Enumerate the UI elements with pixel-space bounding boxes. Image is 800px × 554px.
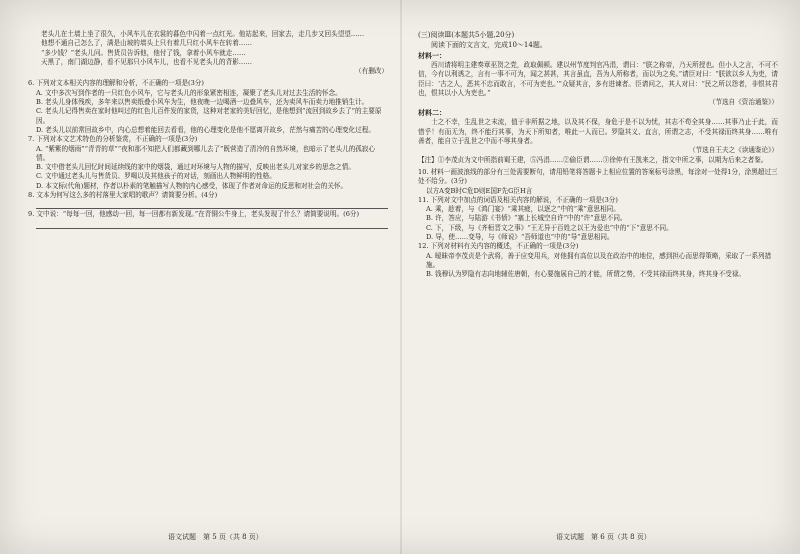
story-paragraph: 他想不通自己怎么了，满是山坡的墙头上只有着几只红小风车在转着…… [41,39,252,48]
question-9-stem: 9. 文中说：“每每一回，他感动一回，每一回都有新发现。”在青铜公牛身上，老头发现了什么？请简要说明。(6分) [28,210,360,219]
material-2-label: 材料二： [418,108,446,118]
question-7-option-a: A. “紫紫的烟雨”“青青的草”“夜和那不知把人们都藏到哪儿去了”既营造了清冷的自然环境，也暗示了老头儿的孤寂心情。 [36,144,376,162]
section-instruction: 阅读下面的文言文，完成10～14题。 [431,41,547,49]
question-7-stem: 7. 下列对本文艺术特色的分析鉴赏，不正确的一项是(3分) [28,135,198,144]
question-11-option-a: A. 乘，趁着，与《鸿门宴》“乘其疲，以逐之”中的“乘”意思相同。 [426,205,620,214]
answer-line [36,221,388,229]
material-1-label: 材料一： [418,51,446,60]
right-page [418,30,778,530]
story-paragraph: 老头儿在土墙上坐了很久，小风车儿在衣裳的暮色中闪着一点红光。他站起来，回家去，走几步又回头望望…… [41,30,365,38]
material-2-source: （节选自王夫之《读通鉴论》） [688,146,778,155]
question-6-option-b: B. 老头儿身体残疾，多年来以售卖纸叠小风车为生，他夜晚一边喝酒一边叠风车，还为卖风车而卖力地推销生计。 [36,98,369,107]
question-12-option-a: A. 暧昧帝李茂贞是个武将，善于应变用兵，对他拥有高位以及在政治中的地位，感到担心而思得策略，采取了一系列措施。 [426,251,772,269]
question-10-sentence: 以方A变B时C危D则E国F先G臣H言 [426,186,533,195]
section-title: (三)阅读Ⅲ(本题共5小题,20分) [418,31,515,39]
question-12-option-b: B. 钱穆认为罗隐有志向地辅佐唐朝，有心要施展自己的才能，所谓之势，不受其禄而终其身，终其身不受禄。 [426,270,745,279]
material-1-source: （节选自《资治通鉴》） [708,98,778,107]
story-paragraph: “多少钱？”老头儿问。售货员告诉他，他付了钱，拿着小风车就走…… [41,48,246,57]
question-11-option-d: D. 导，使……变导，与《师说》“吾师道也”中的“导”意思相同。 [426,233,614,242]
page-fold [400,0,402,554]
story-source: （有删改） [355,67,388,76]
answer-line [36,201,388,209]
question-11-stem: 11. 下列对文中加点的词语及相关内容的解说，不正确的一项是(3分) [418,195,618,204]
question-8-stem: 8. 文本为何写这么多的村落里大家唱的歌声？请简要分析。(4分) [28,191,218,200]
question-7-option-b: B. 文中借老头儿回忆时间延续线的家中的烟袋，通过对环境与人物的描写，反映出老头儿对家乡的思念之情。 [36,163,355,172]
question-11-option-c: C. 下，下级，与《齐桓晋文之事》“王无异于百姓之以王为爱也”中的“下”意思不同。 [426,223,673,232]
question-6-stem: 6. 下列对文本相关内容的理解和分析，不正确的一项是(3分) [28,79,204,88]
question-10-stem: 10. 材料一画波浪线的部分有三处需要断句，请用铅笔将答题卡上相应位置的答案标号涂黑，每涂对一处得1分，涂黑超过三处不给分。(3分) [418,167,778,186]
page-footer-left: 语文试题 第 5 页（共 8 页） [168,533,263,541]
question-6-option-a: A. 文中多次写到作者的一只红色小风车，它与老头儿的形象紧密相连，凝聚了老头儿对过去生活的怀念。 [36,88,342,97]
left-page [28,30,388,530]
question-7-option-d: D. 本文标(代角)题材，作者以朴素的笔触描写人物的内心感受，体现了作者对命运的反思和对社会的关怀。 [36,181,348,190]
material-2-text: 士之不幸，生乱世之末流，值于非所据之地，以及其不保，身危于是不以为忧，其志不苟全其身……其事乃止于此，而惜乎！有而无为，终不能行其事，为天下所知者，唯此一人而已。罗隐其义、直言，所谓之志，不受其禄而终其身……唯有善者，能自立于乱世之中而不辱其身者。 [418,118,778,146]
story-paragraph: 天黑了，南门湖边静，看不见那只小风车儿，也看不见老头儿的背影…… [41,57,252,66]
page-footer-right: 语文试题 第 6 页（共 8 页） [556,533,651,541]
question-7-option-c: C. 文中通过老头儿与售货员、罗喝以及其他孩子的对话，刻画出人物鲜明的性格。 [36,172,276,181]
question-12-stem: 12. 下列对材料有关内容的概述，不正确的一项是(3分) [418,242,579,251]
annotation-note: 【注】①李茂贞为文中所指前蜀王建，⑤冯涓……②偷臣谓……③徐仲有王凯来之，指文中所之事，以期为后来之者鉴。 [418,155,768,164]
material-1-text: 西川请将明主建奏章巫贺之党，政取佩顿。建以州节度判官冯涓，谓曰：“朕之称帝，乃天所授也。但小人之言，不可不信，今有以利诱之，言有一事不可为，闻之甚甚，其言虽直，吾为人所称者，而以为之矣。”请臣对曰：“朕欲以乡人为吏，请臣曰：‘古之人，恶其不忠而敢言，不可为吏也。’”众疑其言，多有进谏者。臣请问之，其人对曰：“民之所以怨者，非恨其君也，恨其以小人为吏也。” [418,61,778,97]
question-11-option-b: B. 许，答应，与陆游《书愤》“塞上长城空自许”中的“许”意思不同。 [426,214,627,223]
question-6-option-c: C. 老头儿记得售卖在家时他叫过的红色儿百件发的家货，这种对老家的美好回忆，是他想到“流回到故乡去了”的主要原因。 [36,107,382,125]
question-6-option-d: D. 老头儿以前常回故乡中，内心总想着能回去看看，他的心理变化是他不愿离开故乡，茫然与痛苦的心理变化过程。 [36,125,375,134]
